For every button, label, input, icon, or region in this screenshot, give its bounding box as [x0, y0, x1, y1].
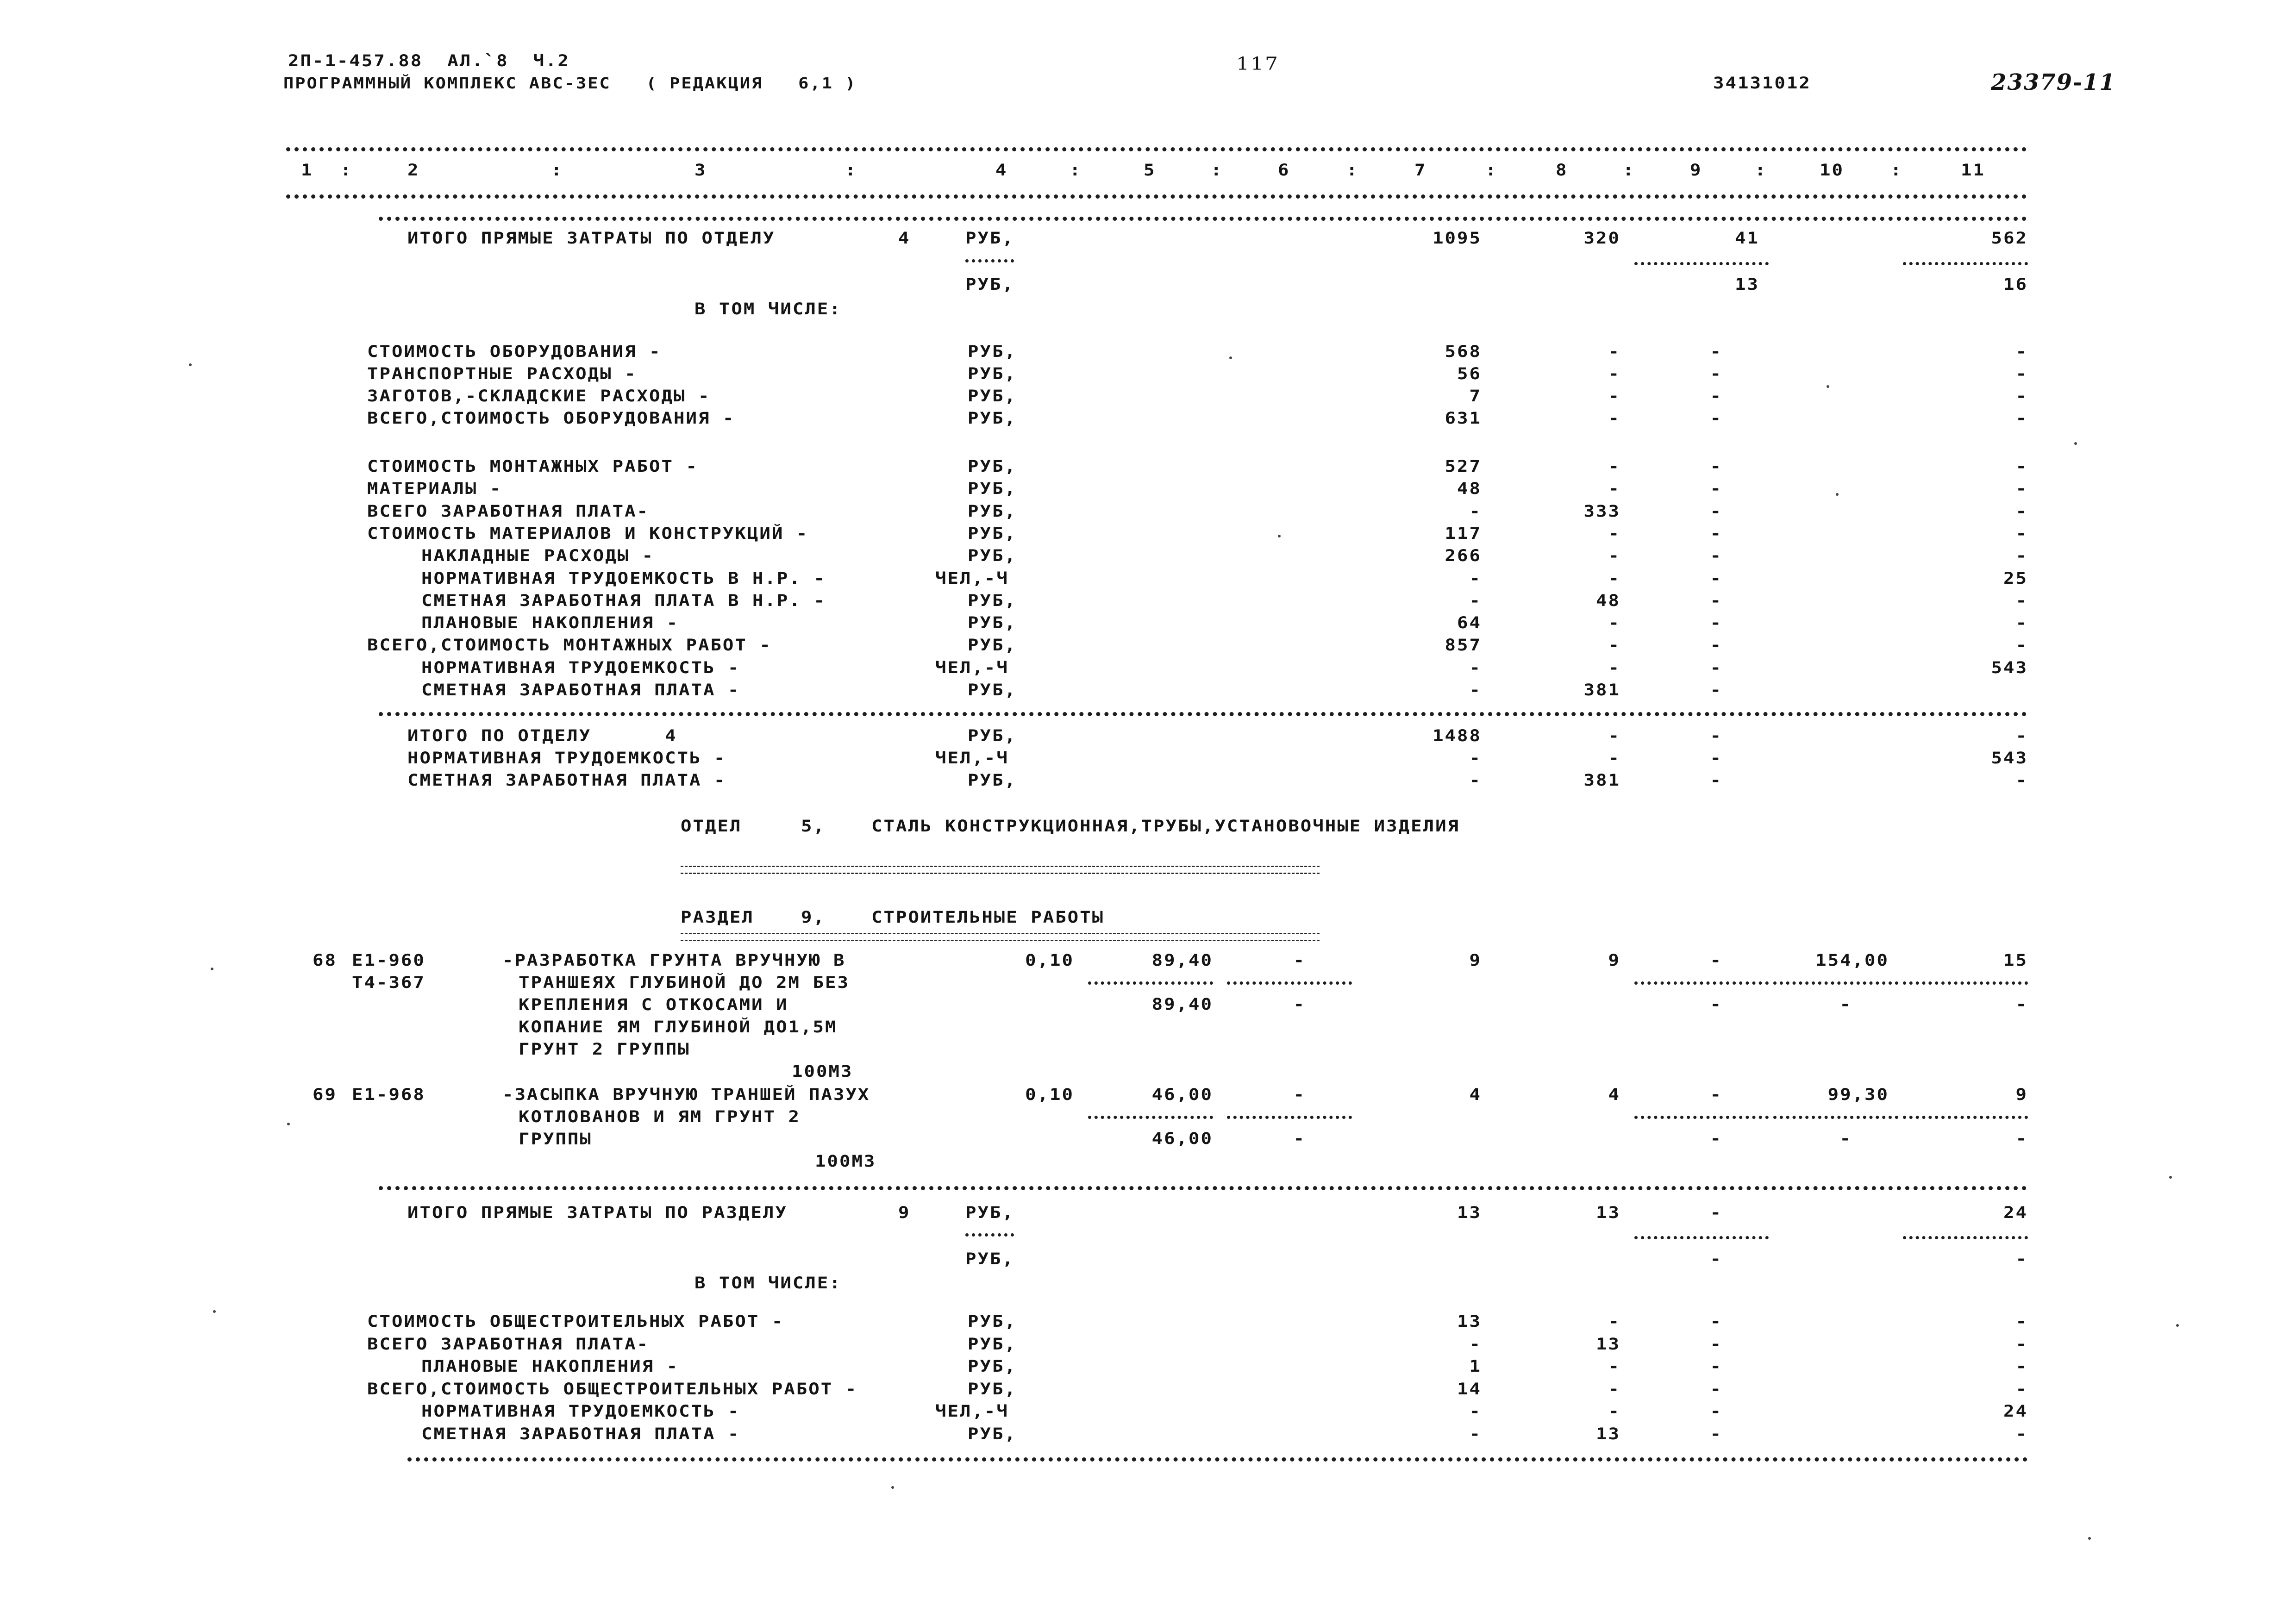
- c7-value: 527: [1445, 457, 1482, 476]
- c8-value: -: [1608, 727, 1620, 745]
- column-separator: :: [1890, 161, 1903, 180]
- scan-speck: [1827, 385, 1829, 388]
- column-number: 6: [1278, 161, 1290, 180]
- column-number: 4: [995, 161, 1008, 180]
- row-unit: ЧЕЛ,-Ч: [935, 658, 1009, 677]
- c11-value: -: [2015, 591, 2028, 610]
- c7-value: -: [1469, 681, 1482, 700]
- c11-value: 15: [2003, 951, 2028, 970]
- item-code: Е1-968: [352, 1086, 425, 1104]
- c9-value: -: [1710, 387, 1722, 406]
- c8-value: -: [1608, 409, 1620, 428]
- column-separator: :: [1070, 161, 1082, 180]
- row-label: ЗАГОТОВ,-СКЛАДСКИЕ РАСХОДЫ -: [367, 387, 711, 406]
- c7-value: -: [1469, 1335, 1482, 1354]
- c10-sub-value: -: [1839, 1130, 1852, 1148]
- column-number: 11: [1961, 161, 1985, 180]
- row-label: СТОИМОСТЬ МОНТАЖНЫХ РАБОТ -: [367, 457, 698, 476]
- underline: [1903, 262, 2028, 265]
- row-unit: ЧЕЛ,-Ч: [935, 569, 1009, 588]
- c7-value: 4: [1469, 1086, 1482, 1104]
- scan-speck: [287, 1123, 290, 1125]
- c6-value: -: [1293, 1086, 1306, 1104]
- scan-speck: [2176, 1324, 2179, 1327]
- underline: [1634, 1116, 1769, 1119]
- c7-value: 631: [1445, 409, 1482, 428]
- c10-value: 154,00: [1815, 951, 1889, 970]
- c5-value: 89,40: [1151, 951, 1213, 970]
- scan-speck: [189, 363, 192, 366]
- including-label: В ТОМ ЧИСЛЕ:: [694, 300, 842, 319]
- item-description-line: -ЗАСЫПКА ВРУЧНУЮ ТРАНШЕЙ ПАЗУХ: [502, 1086, 870, 1104]
- row-unit: ЧЕЛ,-Ч: [935, 1402, 1009, 1421]
- row-label: НОРМАТИВНАЯ ТРУДОЕМКОСТЬ -: [421, 658, 740, 677]
- row-label: НОРМАТИВНАЯ ТРУДОЕМКОСТЬ -: [421, 1402, 740, 1421]
- c9-value: -: [1710, 771, 1722, 790]
- c9-sub-value: 13: [1735, 275, 1759, 294]
- c11-value: -: [2015, 457, 2028, 476]
- row-unit: РУБ,: [968, 387, 1017, 406]
- c8-value: -: [1608, 749, 1620, 768]
- c5-value: 46,00: [1151, 1086, 1213, 1104]
- c8-value: 320: [1583, 229, 1620, 248]
- row-label: НОРМАТИВНАЯ ТРУДОЕМКОСТЬ В Н.Р. -: [421, 569, 826, 588]
- item-unit: 100М3: [792, 1062, 853, 1081]
- scan-speck: [1229, 356, 1232, 359]
- c9-sub-value: -: [1710, 995, 1722, 1014]
- c5-sub-value: 46,00: [1151, 1130, 1213, 1148]
- column-number: 3: [694, 161, 707, 180]
- divider: [407, 1457, 2028, 1462]
- underline: [1634, 262, 1769, 265]
- unit: РУБ,: [965, 1204, 1014, 1222]
- row-unit: ЧЕЛ,-Ч: [935, 749, 1009, 768]
- unit: РУБ,: [965, 275, 1014, 294]
- c9-value: -: [1710, 457, 1722, 476]
- section-number: 9,: [801, 908, 826, 927]
- underline: [1903, 1116, 2028, 1119]
- c7-value: 64: [1457, 614, 1482, 632]
- column-number: 1: [301, 161, 313, 180]
- scan-speck: [891, 1486, 894, 1489]
- row-unit: РУБ,: [968, 1357, 1017, 1376]
- column-separator: :: [340, 161, 353, 180]
- underline: [1088, 1116, 1213, 1119]
- c8-value: 13: [1596, 1335, 1620, 1354]
- c6-value: -: [1293, 951, 1306, 970]
- c9-sub-value: -: [1710, 1250, 1722, 1268]
- c9-value: -: [1710, 1424, 1722, 1443]
- c11-value: 543: [1991, 749, 2028, 768]
- underline: [1634, 1236, 1769, 1239]
- row-label: ПЛАНОВЫЕ НАКОПЛЕНИЯ -: [421, 1357, 679, 1376]
- row-unit: РУБ,: [968, 636, 1017, 655]
- c7-value: -: [1469, 771, 1482, 790]
- dept-label: ОТДЕЛ: [681, 817, 742, 836]
- c11-value: -: [2015, 727, 2028, 745]
- row-label: ВСЕГО,СТОИМОСТЬ ОБЩЕСТРОИТЕЛЬНЫХ РАБОТ -: [367, 1380, 858, 1399]
- underline: [1088, 981, 1213, 985]
- scan-speck: [2088, 1537, 2091, 1540]
- underline: [1227, 1116, 1352, 1119]
- c11-value: -: [2015, 771, 2028, 790]
- program-title: ПРОГРАММНЫЙ КОМПЛЕКС АВС-3ЕС ( РЕДАКЦИЯ 6,1 ): [283, 74, 857, 92]
- c8-value: -: [1608, 1312, 1620, 1331]
- c11-value: -: [2015, 1312, 2028, 1331]
- c8-value: -: [1608, 1402, 1620, 1421]
- column-number: 10: [1820, 161, 1844, 180]
- c11-value: -: [2015, 1424, 2028, 1443]
- c7-value: -: [1469, 591, 1482, 610]
- c11-value: 24: [2003, 1402, 2028, 1421]
- c7-value: 9: [1469, 951, 1482, 970]
- c9-value: -: [1710, 749, 1722, 768]
- scan-speck: [213, 1310, 216, 1313]
- row-label: ИТОГО ПО ОТДЕЛУ 4: [407, 727, 677, 745]
- c6-sub-value: -: [1293, 1130, 1306, 1148]
- row-label: МАТЕРИАЛЫ -: [367, 480, 502, 498]
- item-description-line: КРЕПЛЕНИЯ С ОТКОСАМИ И: [519, 996, 788, 1014]
- item-number: 68: [313, 951, 337, 970]
- c9-value: -: [1710, 1380, 1722, 1399]
- item-description-line: ГРУППЫ: [519, 1130, 592, 1149]
- c9-value: -: [1710, 365, 1722, 383]
- c7-value: -: [1469, 658, 1482, 677]
- dept-title: СТАЛЬ КОНСТРУКЦИОННАЯ,ТРУБЫ,УСТАНОВОЧНЫЕ ИЗДЕЛИЯ: [871, 817, 1460, 836]
- item-description-line: ТРАНШЕЯХ ГЛУБИНОЙ ДО 2М БЕЗ: [519, 974, 850, 992]
- row-unit: РУБ,: [968, 480, 1017, 498]
- row-unit: РУБ,: [968, 524, 1017, 543]
- c8-value: -: [1608, 387, 1620, 406]
- double-rule: [681, 866, 1320, 874]
- row-unit: РУБ,: [968, 681, 1017, 700]
- c11-value: -: [2015, 1357, 2028, 1376]
- c9-value: -: [1710, 569, 1722, 588]
- section-total-title: ИТОГО ПРЯМЫЕ ЗАТРАТЫ ПО РАЗДЕЛУ: [407, 1204, 788, 1222]
- item-description-line: -РАЗРАБОТКА ГРУНТА ВРУЧНУЮ В: [502, 951, 846, 970]
- c11-value: 25: [2003, 569, 2028, 588]
- row-unit: РУБ,: [968, 1424, 1017, 1443]
- c8-value: 333: [1583, 502, 1620, 521]
- scan-speck: [1836, 493, 1839, 496]
- c11-value: -: [2015, 1380, 2028, 1399]
- section-number: 9: [898, 1204, 911, 1222]
- c7-value: 266: [1445, 547, 1482, 565]
- c8-value: 48: [1596, 591, 1620, 610]
- c11-value: -: [2015, 343, 2028, 361]
- divider: [379, 1186, 2027, 1190]
- c8-value: -: [1608, 343, 1620, 361]
- column-separator: :: [551, 161, 563, 180]
- underline: [1227, 981, 1352, 985]
- c7-value: 13: [1457, 1204, 1482, 1222]
- divider: [379, 217, 2027, 221]
- scan-speck: [211, 968, 213, 970]
- dept-number: 4: [898, 229, 911, 248]
- c9-value: -: [1710, 658, 1722, 677]
- c9-value: -: [1710, 1086, 1722, 1104]
- column-number: 5: [1144, 161, 1156, 180]
- c11-value: -: [2015, 365, 2028, 383]
- c11-value: 562: [1991, 229, 2028, 248]
- divider: [379, 712, 2027, 716]
- c7-value: 1095: [1433, 229, 1482, 248]
- c7-value: 7: [1469, 387, 1482, 406]
- row-label: НАКЛАДНЫЕ РАСХОДЫ -: [421, 547, 655, 565]
- c11-value: -: [2015, 547, 2028, 565]
- c8-value: -: [1608, 457, 1620, 476]
- row-unit: РУБ,: [968, 502, 1017, 521]
- c8-value: 381: [1583, 681, 1620, 700]
- row-unit: РУБ,: [968, 409, 1017, 428]
- c7-value: 1: [1469, 1357, 1482, 1376]
- c8-value: 381: [1583, 771, 1620, 790]
- column-number: 8: [1556, 161, 1568, 180]
- c7-value: 117: [1445, 524, 1482, 543]
- c9-value: -: [1710, 591, 1722, 610]
- row-label: СМЕТНАЯ ЗАРАБОТНАЯ ПЛАТА -: [421, 1424, 740, 1443]
- underline: [1903, 981, 2028, 985]
- c8-value: 4: [1608, 1086, 1620, 1104]
- c9-value: -: [1710, 1312, 1722, 1331]
- row-unit: РУБ,: [968, 591, 1017, 610]
- c11-value: 9: [2015, 1086, 2028, 1104]
- c9-value: -: [1710, 681, 1722, 700]
- c7-value: 857: [1445, 636, 1482, 655]
- c7-value: 48: [1457, 480, 1482, 498]
- row-unit: РУБ,: [968, 771, 1017, 790]
- unit: РУБ,: [965, 229, 1014, 248]
- c11-sub-value: -: [2015, 1130, 2028, 1148]
- c6-sub-value: -: [1293, 995, 1306, 1014]
- row-label: СТОИМОСТЬ ОБОРУДОВАНИЯ -: [367, 343, 662, 361]
- c9-value: -: [1710, 547, 1722, 565]
- c11-sub-value: -: [2015, 1250, 2028, 1268]
- c9-value: -: [1710, 480, 1722, 498]
- c10-value: 99,30: [1827, 1086, 1889, 1104]
- c7-value: -: [1469, 749, 1482, 768]
- c9-value: -: [1710, 1204, 1722, 1222]
- double-rule: [681, 933, 1320, 941]
- c11-value: -: [2015, 636, 2028, 655]
- underline: [1634, 981, 1769, 985]
- column-number: 7: [1414, 161, 1427, 180]
- c9-value: -: [1710, 343, 1722, 361]
- row-label: СТОИМОСТЬ МАТЕРИАЛОВ И КОНСТРУКЦИЙ -: [367, 524, 809, 543]
- column-separator: :: [1623, 161, 1635, 180]
- scan-speck: [1278, 535, 1281, 537]
- c11-sub-value: -: [2015, 995, 2028, 1014]
- column-separator: :: [1755, 161, 1767, 180]
- c9-value: 41: [1735, 229, 1759, 248]
- qty-value: 0,10: [1025, 1086, 1074, 1104]
- c7-value: -: [1469, 1402, 1482, 1421]
- c9-value: -: [1710, 524, 1722, 543]
- c9-value: -: [1710, 1335, 1722, 1354]
- row-unit: РУБ,: [968, 343, 1017, 361]
- column-separator: :: [1346, 161, 1359, 180]
- unit: РУБ,: [965, 1250, 1014, 1268]
- row-unit: РУБ,: [968, 1335, 1017, 1354]
- underline: [1773, 1116, 1898, 1119]
- item-description-line: ГРУНТ 2 ГРУППЫ: [519, 1040, 690, 1059]
- c11-value: -: [2015, 480, 2028, 498]
- c11-value: -: [2015, 1335, 2028, 1354]
- column-separator: :: [1485, 161, 1498, 180]
- c11-value: 543: [1991, 658, 2028, 677]
- c7-value: 568: [1445, 343, 1482, 361]
- c7-value: -: [1469, 502, 1482, 521]
- item-code-secondary: Т4-367: [352, 974, 425, 992]
- c9-sub-value: -: [1710, 1130, 1722, 1148]
- c11-sub-value: 16: [2003, 275, 2028, 294]
- c11-value: 24: [2003, 1204, 2028, 1222]
- c7-value: 56: [1457, 365, 1482, 383]
- underline: [1773, 981, 1898, 985]
- row-unit: РУБ,: [968, 365, 1017, 383]
- item-unit: 100М3: [815, 1152, 876, 1171]
- row-unit: РУБ,: [968, 547, 1017, 565]
- qty-value: 0,10: [1025, 951, 1074, 970]
- c11-value: -: [2015, 409, 2028, 428]
- row-label: СТОИМОСТЬ ОБЩЕСТРОИТЕЛЬНЫХ РАБОТ -: [367, 1312, 784, 1331]
- c9-value: -: [1710, 1357, 1722, 1376]
- row-label: СМЕТНАЯ ЗАРАБОТНАЯ ПЛАТА В Н.Р. -: [421, 591, 826, 610]
- c9-value: -: [1710, 1402, 1722, 1421]
- row-label: ВСЕГО ЗАРАБОТНАЯ ПЛАТА-: [367, 502, 650, 521]
- row-label: СМЕТНАЯ ЗАРАБОТНАЯ ПЛАТА -: [407, 771, 726, 790]
- c9-value: -: [1710, 502, 1722, 521]
- c9-value: -: [1710, 409, 1722, 428]
- row-unit: РУБ,: [968, 1312, 1017, 1331]
- c9-value: -: [1710, 951, 1722, 970]
- item-code: Е1-960: [352, 951, 425, 970]
- c8-value: -: [1608, 1380, 1620, 1399]
- c8-value: 13: [1596, 1204, 1620, 1222]
- c8-value: -: [1608, 480, 1620, 498]
- underline: [1903, 1236, 2028, 1239]
- c8-value: -: [1608, 524, 1620, 543]
- c8-value: 13: [1596, 1424, 1620, 1443]
- row-label: ВСЕГО,СТОИМОСТЬ МОНТАЖНЫХ РАБОТ -: [367, 636, 772, 655]
- scan-speck: [2169, 1176, 2172, 1179]
- c9-value: -: [1710, 727, 1722, 745]
- column-number: 9: [1690, 161, 1702, 180]
- doc-code: 2П-1-457.88 АЛ.`8 Ч.2: [288, 52, 570, 70]
- section-label: РАЗДЕЛ: [681, 908, 754, 927]
- row-unit: РУБ,: [968, 614, 1017, 632]
- section-title: СТРОИТЕЛЬНЫЕ РАБОТЫ: [871, 908, 1105, 927]
- row-unit: РУБ,: [968, 727, 1017, 745]
- underline: [965, 1233, 1014, 1237]
- row-label: ТРАНСПОРТНЫЕ РАСХОДЫ -: [367, 365, 637, 383]
- column-separator: :: [845, 161, 857, 180]
- c7-value: -: [1469, 1424, 1482, 1443]
- c11-value: -: [2015, 387, 2028, 406]
- page-number: 117: [1236, 53, 1279, 75]
- row-label: ПЛАНОВЫЕ НАКОПЛЕНИЯ -: [421, 614, 679, 632]
- divider: [286, 194, 2027, 199]
- c9-value: -: [1710, 614, 1722, 632]
- c10-sub-value: -: [1839, 995, 1852, 1014]
- dept-number: 5,: [801, 817, 826, 836]
- c8-value: -: [1608, 547, 1620, 565]
- doc-number: 34131012: [1713, 74, 1811, 93]
- dept-total-title: ИТОГО ПРЯМЫЕ ЗАТРАТЫ ПО ОТДЕЛУ: [407, 229, 776, 248]
- c8-value: -: [1608, 636, 1620, 655]
- column-number: 2: [407, 161, 420, 180]
- c11-value: -: [2015, 614, 2028, 632]
- row-unit: РУБ,: [968, 1380, 1017, 1399]
- column-separator: :: [1211, 161, 1223, 180]
- item-description-line: КОТЛОВАНОВ И ЯМ ГРУНТ 2: [519, 1108, 801, 1126]
- c11-value: -: [2015, 502, 2028, 521]
- divider: [286, 147, 2027, 151]
- row-label: ВСЕГО ЗАРАБОТНАЯ ПЛАТА-: [367, 1335, 650, 1354]
- row-label: СМЕТНАЯ ЗАРАБОТНАЯ ПЛАТА -: [421, 681, 740, 700]
- item-number: 69: [313, 1086, 337, 1104]
- c11-value: -: [2015, 524, 2028, 543]
- row-label: НОРМАТИВНАЯ ТРУДОЕМКОСТЬ -: [407, 749, 726, 768]
- c8-value: -: [1608, 658, 1620, 677]
- handwritten-stamp: 23379-11: [1991, 69, 2116, 95]
- c9-value: -: [1710, 636, 1722, 655]
- c7-value: 14: [1457, 1380, 1482, 1399]
- c5-sub-value: 89,40: [1151, 995, 1213, 1014]
- row-unit: РУБ,: [968, 457, 1017, 476]
- c7-value: -: [1469, 569, 1482, 588]
- c7-value: 13: [1457, 1312, 1482, 1331]
- scan-speck: [2074, 442, 2077, 445]
- c8-value: 9: [1608, 951, 1620, 970]
- c8-value: -: [1608, 614, 1620, 632]
- row-label: ВСЕГО,СТОИМОСТЬ ОБОРУДОВАНИЯ -: [367, 409, 735, 428]
- c8-value: -: [1608, 1357, 1620, 1376]
- underline: [965, 259, 1014, 262]
- including-label: В ТОМ ЧИСЛЕ:: [694, 1274, 842, 1293]
- c8-value: -: [1608, 365, 1620, 383]
- c8-value: -: [1608, 569, 1620, 588]
- item-description-line: КОПАНИЕ ЯМ ГЛУБИНОЙ ДО1,5М: [519, 1018, 838, 1037]
- c7-value: 1488: [1433, 727, 1482, 745]
